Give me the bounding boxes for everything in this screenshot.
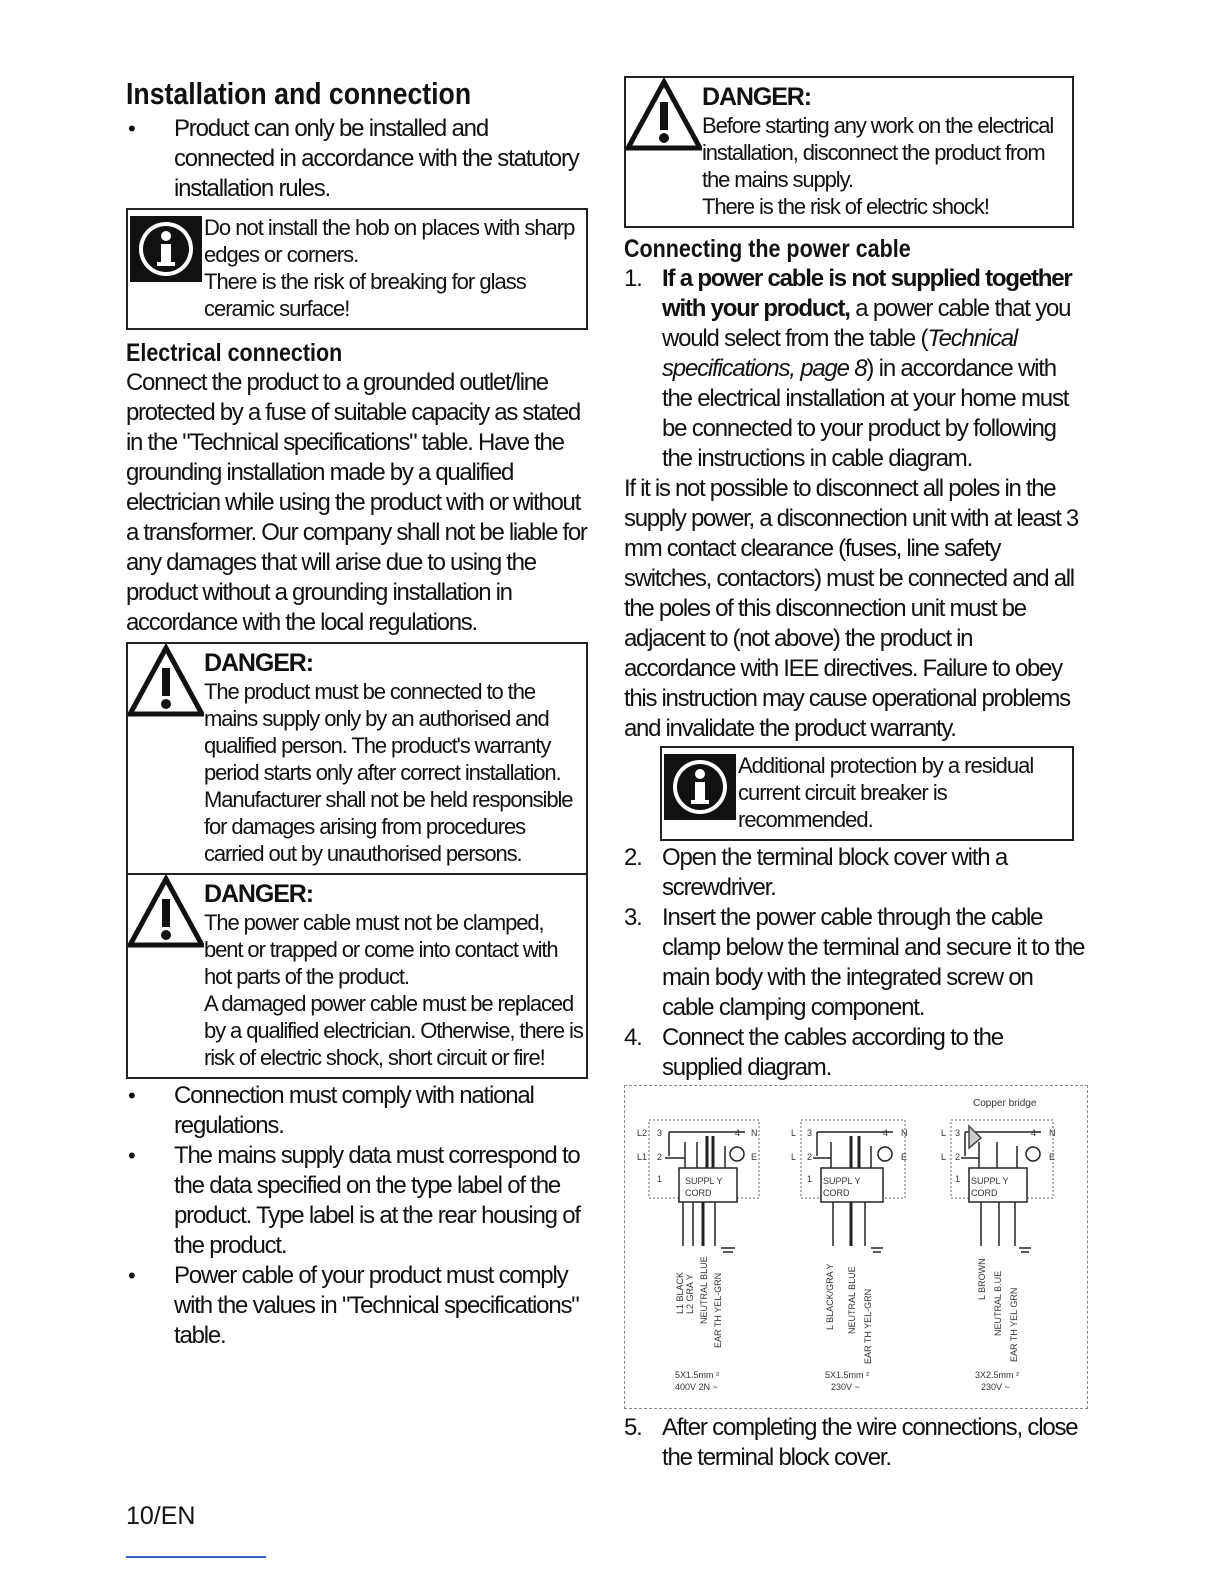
svg-text:EAR TH YEL-GRN: EAR TH YEL-GRN	[713, 1272, 723, 1348]
step-item: 5. After completing the wire connections, close the terminal block cover.	[624, 1414, 1078, 1471]
info-box	[126, 208, 588, 330]
svg-text:1: 1	[955, 1174, 961, 1184]
warning-icon	[128, 875, 204, 956]
wiring-diagram	[624, 1085, 1088, 1409]
svg-text:1: 1	[657, 1174, 663, 1184]
svg-text:SUPPL Y: SUPPL Y	[971, 1176, 1009, 1186]
svg-text:N: N	[1049, 1128, 1056, 1138]
svg-text:CORD: CORD	[823, 1188, 850, 1198]
danger-box-1	[126, 642, 588, 875]
info-box	[660, 746, 1074, 841]
svg-text:3: 3	[955, 1128, 961, 1138]
svg-text:1: 1	[807, 1174, 813, 1184]
svg-text:EAR TH YEL-GRN: EAR TH YEL-GRN	[863, 1288, 873, 1364]
diagram-230v-2	[951, 1120, 1056, 1252]
svg-text:230V ~: 230V ~	[981, 1382, 1010, 1392]
svg-text:230V ~: 230V ~	[831, 1382, 860, 1392]
requirements-list	[126, 1081, 588, 1351]
step-item: 4. Connect the cables according to the supplied diagram.	[624, 1024, 1003, 1081]
info-text-1: Do not install the hob on places with sharp edges or corners.	[204, 215, 575, 267]
warning-icon	[626, 78, 702, 159]
svg-text:EAR TH YEL GRN: EAR TH YEL GRN	[1009, 1287, 1019, 1362]
svg-text:L1 BLACK: L1 BLACK	[675, 1271, 685, 1314]
svg-text:NEUTRAL BLUE: NEUTRAL BLUE	[847, 1266, 857, 1334]
step-item: 2. Open the terminal block cover with a screwdriver.	[624, 844, 1007, 901]
svg-text:400V 2N ~: 400V 2N ~	[675, 1382, 718, 1392]
svg-text:L BROWN: L BROWN	[977, 1258, 987, 1300]
svg-text:3: 3	[807, 1128, 813, 1138]
danger-title: DANGER:	[204, 880, 313, 908]
svg-text:2: 2	[807, 1152, 813, 1162]
info-icon	[662, 748, 738, 829]
danger-text: The product must be connected to the mains supply only by an authorised and qualified person. The product's warranty period starts only after correct installation. Manufacturer shall not be held responsible for damages arising from procedures carried out by unauthorised persons.	[204, 679, 573, 866]
steps-list-1	[624, 264, 1088, 474]
svg-text:L BLACK/GRA Y: L BLACK/GRA Y	[825, 1263, 835, 1330]
svg-text:2: 2	[657, 1152, 663, 1162]
steps-list-3	[624, 1413, 1088, 1473]
diagram-400v	[649, 1120, 759, 1252]
svg-text:5X1.5mm ²: 5X1.5mm ²	[675, 1370, 720, 1380]
info-text-2: There is the risk of breaking for glass ceramic surface!	[204, 269, 526, 321]
svg-text:E: E	[751, 1152, 758, 1162]
svg-text:SUPPL Y: SUPPL Y	[685, 1176, 723, 1186]
electrical-text: Connect the product to a grounded outlet/line protected by a fuse of suitable capacity as stated in the "Technical specifications" table. Have the grounding installation made by a qualified electrician while using the product with or without a transformer. Our company shall not be liable for any damages that will arise due to using the product without a grounding installation in accordance with the local regulations.	[126, 369, 587, 636]
power-cable-heading: Connecting the power cable	[624, 235, 911, 263]
list-item: • Power cable of your product must comply with the values in "Technical specifications" table.	[126, 1261, 588, 1351]
list-item: • Product can only be installed and connected in accordance with the statutory installation rules.	[126, 114, 588, 204]
danger-text-1: The power cable must not be clamped, bent or trapped or come into contact with hot parts of the product.	[204, 910, 558, 989]
right-column	[624, 76, 1088, 1473]
svg-text:5X1.5mm ²: 5X1.5mm ²	[825, 1370, 870, 1380]
left-column	[126, 76, 588, 1351]
svg-text:CORD: CORD	[685, 1188, 712, 1198]
svg-text:2: 2	[955, 1152, 961, 1162]
list-item: • The mains supply data must correspond to the data specified on the type label of the product. Type label is at the rear housing of the product.	[126, 1141, 588, 1261]
svg-text:E: E	[901, 1152, 908, 1162]
svg-text:N: N	[901, 1128, 908, 1138]
step-item: 3. Insert the power cable through the cable clamp below the terminal and secure it to the main body with the integrated screw on cable clamping component.	[624, 904, 1085, 1021]
svg-text:4: 4	[735, 1128, 741, 1138]
steps-list-2	[624, 843, 1088, 1083]
svg-text:L2: L2	[637, 1128, 648, 1138]
svg-text:3: 3	[657, 1128, 663, 1138]
footer-divider	[126, 1556, 266, 1558]
danger-text-2: A damaged power cable must be replaced by a qualified electrician. Otherwise, there is risk of electric shock, short circuit or fire!	[204, 991, 583, 1070]
svg-text:NEUTRAL BLUE: NEUTRAL BLUE	[699, 1256, 709, 1324]
danger-text-2: There is the risk of electric shock!	[702, 194, 989, 219]
danger-text-1: Before starting any work on the electrical installation, disconnect the product from the mains supply.	[702, 113, 1054, 192]
electrical-heading: Electrical connection	[126, 339, 343, 367]
section-title: Installation and connection	[126, 76, 472, 111]
disconnect-paragraph: If it is not possible to disconnect all poles in the supply power, a disconnection unit with at least 3 mm contact clearance (fuses, line safety switches, contactors) must be connected and all the poles of this disconnection unit must be adjacent to (not above) the product in accordance with IEE directives. Failure to obey this instruction may cause operational problems and invalidate the product warranty.	[624, 475, 1078, 742]
danger-box-2	[126, 873, 588, 1079]
svg-text:4: 4	[1031, 1128, 1037, 1138]
wiring-diagram-svg	[625, 1086, 1073, 1408]
svg-text:4: 4	[883, 1128, 889, 1138]
diagram-230v-1	[801, 1120, 908, 1252]
svg-text:N: N	[751, 1128, 758, 1138]
svg-text:L: L	[791, 1128, 797, 1138]
danger-title: DANGER:	[702, 83, 811, 111]
step-item: 1. If a power cable is not supplied together with your product, a power cable that you would select from the table (Technical specifications, page 8) in accordance with the electrical installation at your home must be connected to your product by following the instructions in cable diagram.	[624, 265, 1072, 472]
svg-text:3X2.5mm ²: 3X2.5mm ²	[975, 1370, 1020, 1380]
svg-text:L: L	[941, 1152, 947, 1162]
info-text: Additional protection by a residual current circuit breaker is recommended.	[738, 753, 1034, 832]
intro-list	[126, 114, 588, 204]
info-icon	[128, 210, 204, 291]
warning-icon	[128, 644, 204, 725]
copper-bridge-label: Copper bridge	[973, 1098, 1037, 1109]
svg-text:SUPPL Y: SUPPL Y	[823, 1176, 861, 1186]
danger-box-3	[624, 76, 1074, 228]
danger-title: DANGER:	[204, 649, 313, 677]
svg-text:E: E	[1049, 1152, 1056, 1162]
svg-text:CORD: CORD	[971, 1188, 998, 1198]
svg-text:NEUTRAL B.UE: NEUTRAL B.UE	[993, 1270, 1003, 1336]
svg-text:L: L	[941, 1128, 947, 1138]
list-item: • Connection must comply with national regulations.	[126, 1081, 588, 1141]
page-number: 10/EN	[126, 1502, 196, 1530]
svg-text:L1: L1	[637, 1152, 648, 1162]
svg-text:L: L	[791, 1152, 797, 1162]
svg-text:L2 GRA Y: L2 GRA Y	[685, 1274, 695, 1314]
